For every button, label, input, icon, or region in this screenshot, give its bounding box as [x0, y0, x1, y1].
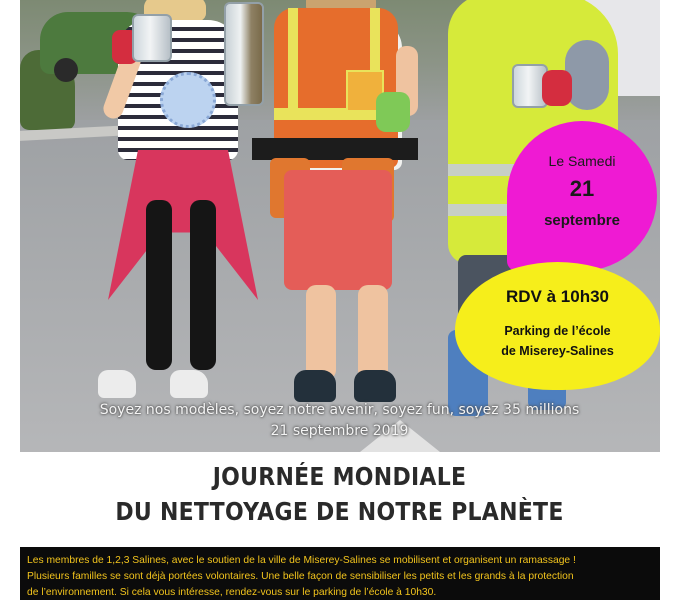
rdv-place-line-2: de Miserey-Salines — [501, 344, 614, 358]
info-line-2: Plusieurs familles se sont déjà portées volontaires. Une belle façon de sensibiliser les petits et les grands à la protection — [27, 571, 574, 582]
rdv-time: RDV à 10h30 — [506, 287, 609, 306]
title-line-1: JOURNÉE MONDIALE — [212, 462, 467, 491]
info-line-1: Les membres de 1,2,3 Salines, avec le soutien de la ville de Miserey-Salines se mobilisent et organisent un ramassage ! — [27, 555, 576, 566]
date-weekday: Le Samedi — [548, 153, 616, 169]
date-month: septembre — [544, 212, 620, 229]
title-line-2: DU NETTOYAGE DE NOTRE PLANÈTE — [115, 497, 564, 526]
photo-caption-line-1: Soyez nos modèles, soyez notre avenir, soyez fun, soyez 35 millions — [99, 402, 580, 418]
info-line-3: de l’environnement. Si cela vous intéresse, rendez-vous sur le parking de l’école à 10h30. — [27, 587, 437, 598]
photo-caption-line-2: 21 septembre 2019 — [270, 423, 409, 439]
date-day: 21 — [569, 176, 595, 201]
rdv-place-line-1: Parking de l’école — [504, 324, 611, 338]
